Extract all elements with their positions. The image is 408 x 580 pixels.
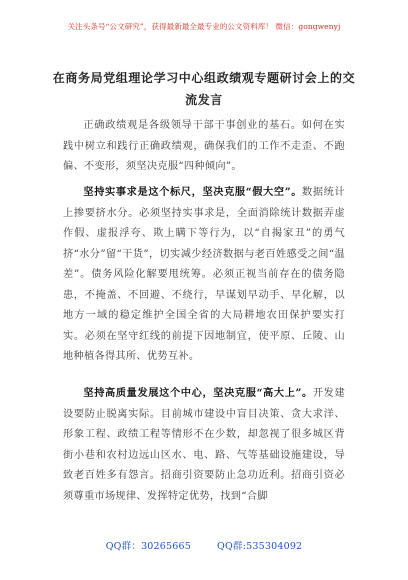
paragraph-text: 开发建设要防止脱离实际。目前城市建设中盲目决策、贪大求洋、形象工程、政绩工程等情形不在少数，却忽视了很多城区背街小巷和农村边远山区水、电、路、气等基础设施建设，导致老百姓多有怨言。招商引资要防止急功近利。招商引资必须尊重市场规律、发挥特定优势，找到“合脚 (63, 388, 345, 502)
paragraph-lead: 坚持高质量发展这个中心，坚决克服“高大上”。 (83, 387, 313, 399)
promo-banner: 关注头条号“公文研究”，获得最新最全最专业的公文资料库！ 微信：gongwenyj (67, 22, 341, 31)
qq-group-2: QQ群:535304092 (217, 541, 303, 552)
qq-group-1: QQ群：30265665 (105, 541, 192, 552)
paragraph-text: 数据统计上掺要挤水分。必须坚持实事求是，全面消除统计数据弄虚作假、虚报浮夸、欺上瞒下等行为，以“自揭家丑”的勇气挤“水分”留“干货”，切实减少经济数据与老百姓感受之间“温差”。债务风险化解要甩统筹。必须正视当前存在的债务隐患，不掩盖、不回避、不绕行，早谋划早动手、早化解，以地方一域的稳定维护全国全省的大局耕地农田保护要实打实。必须在坚守红线的前提下因地制宜，使平原、丘陵、山地种植各得其所、优势互补。 (63, 187, 345, 362)
paragraph-realism (63, 182, 345, 368)
paragraph-quality-development (63, 383, 345, 507)
document-title: 在商务局党组理论学习中心组政绩观专题研讨会上的交流发言 (52, 71, 356, 107)
footer-contact (0, 538, 408, 552)
paragraph-intro (63, 116, 345, 178)
paragraph-text: 正确政绩观是各级领导干部干事创业的基石。如何在实践中树立和践行正确政绩观，确保我们的工作不走歪、不跑偏、不变形，须坚决克服“四种倾向”。 (63, 120, 345, 172)
paragraph-lead: 坚持实事求是这个标尺，坚决克服“假大空”。 (83, 186, 303, 198)
